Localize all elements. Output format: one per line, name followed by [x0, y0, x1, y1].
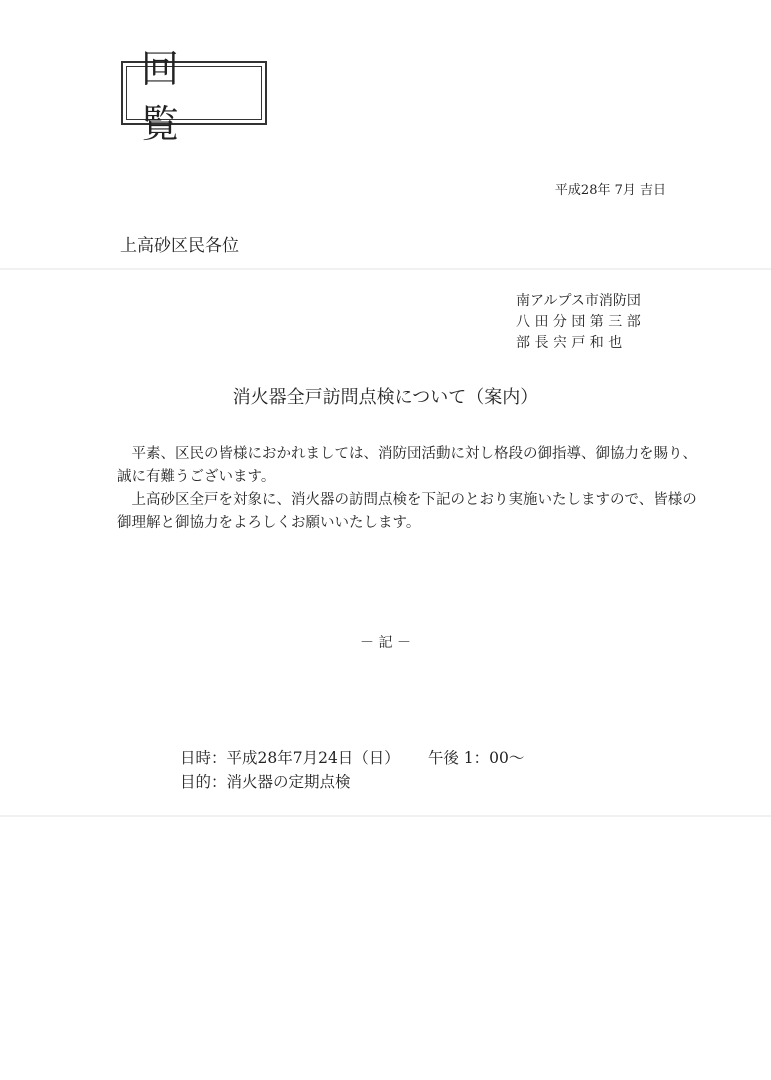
circulation-stamp [121, 47, 267, 146]
event-date: 日時：平成28年7月24日（日） [180, 749, 400, 767]
paper-fold-line [0, 815, 771, 817]
body-paragraph: 平素、区民の皆様におかれましては、消防団活動に対し格段の御指導、御協力を賜り、誠に有難うございます。 [117, 446, 697, 485]
sender-block [516, 291, 641, 354]
event-datetime-row [180, 746, 524, 770]
sender-name: 部 長 宍 戸 和 也 [516, 335, 623, 351]
paper-fold-line [0, 268, 771, 270]
circulation-stamp-text: 回 覧 [126, 66, 262, 120]
document-title: 消火器全戸訪問点検について（案内） [232, 387, 539, 408]
event-details [180, 746, 524, 794]
sender-organization: 南アルプス市消防団 [516, 293, 641, 309]
body-text [117, 443, 707, 535]
ki-heading: － 記 － [360, 635, 411, 651]
event-purpose: 目的：消火器の定期点検 [180, 773, 351, 791]
issue-date: 平成28年 7月 吉日 [554, 183, 666, 198]
sender-division: 八 田 分 団 第 三 部 [516, 314, 641, 330]
event-time: 午後 1：00～ [427, 749, 525, 767]
recipient: 上高砂区民各位 [120, 236, 239, 256]
body-paragraph: 上高砂区全戸を対象に、消火器の訪問点検を下記のとおり実施いたしますので、皆様の御理解と御協力をよろしくお願いいたします。 [117, 492, 697, 531]
